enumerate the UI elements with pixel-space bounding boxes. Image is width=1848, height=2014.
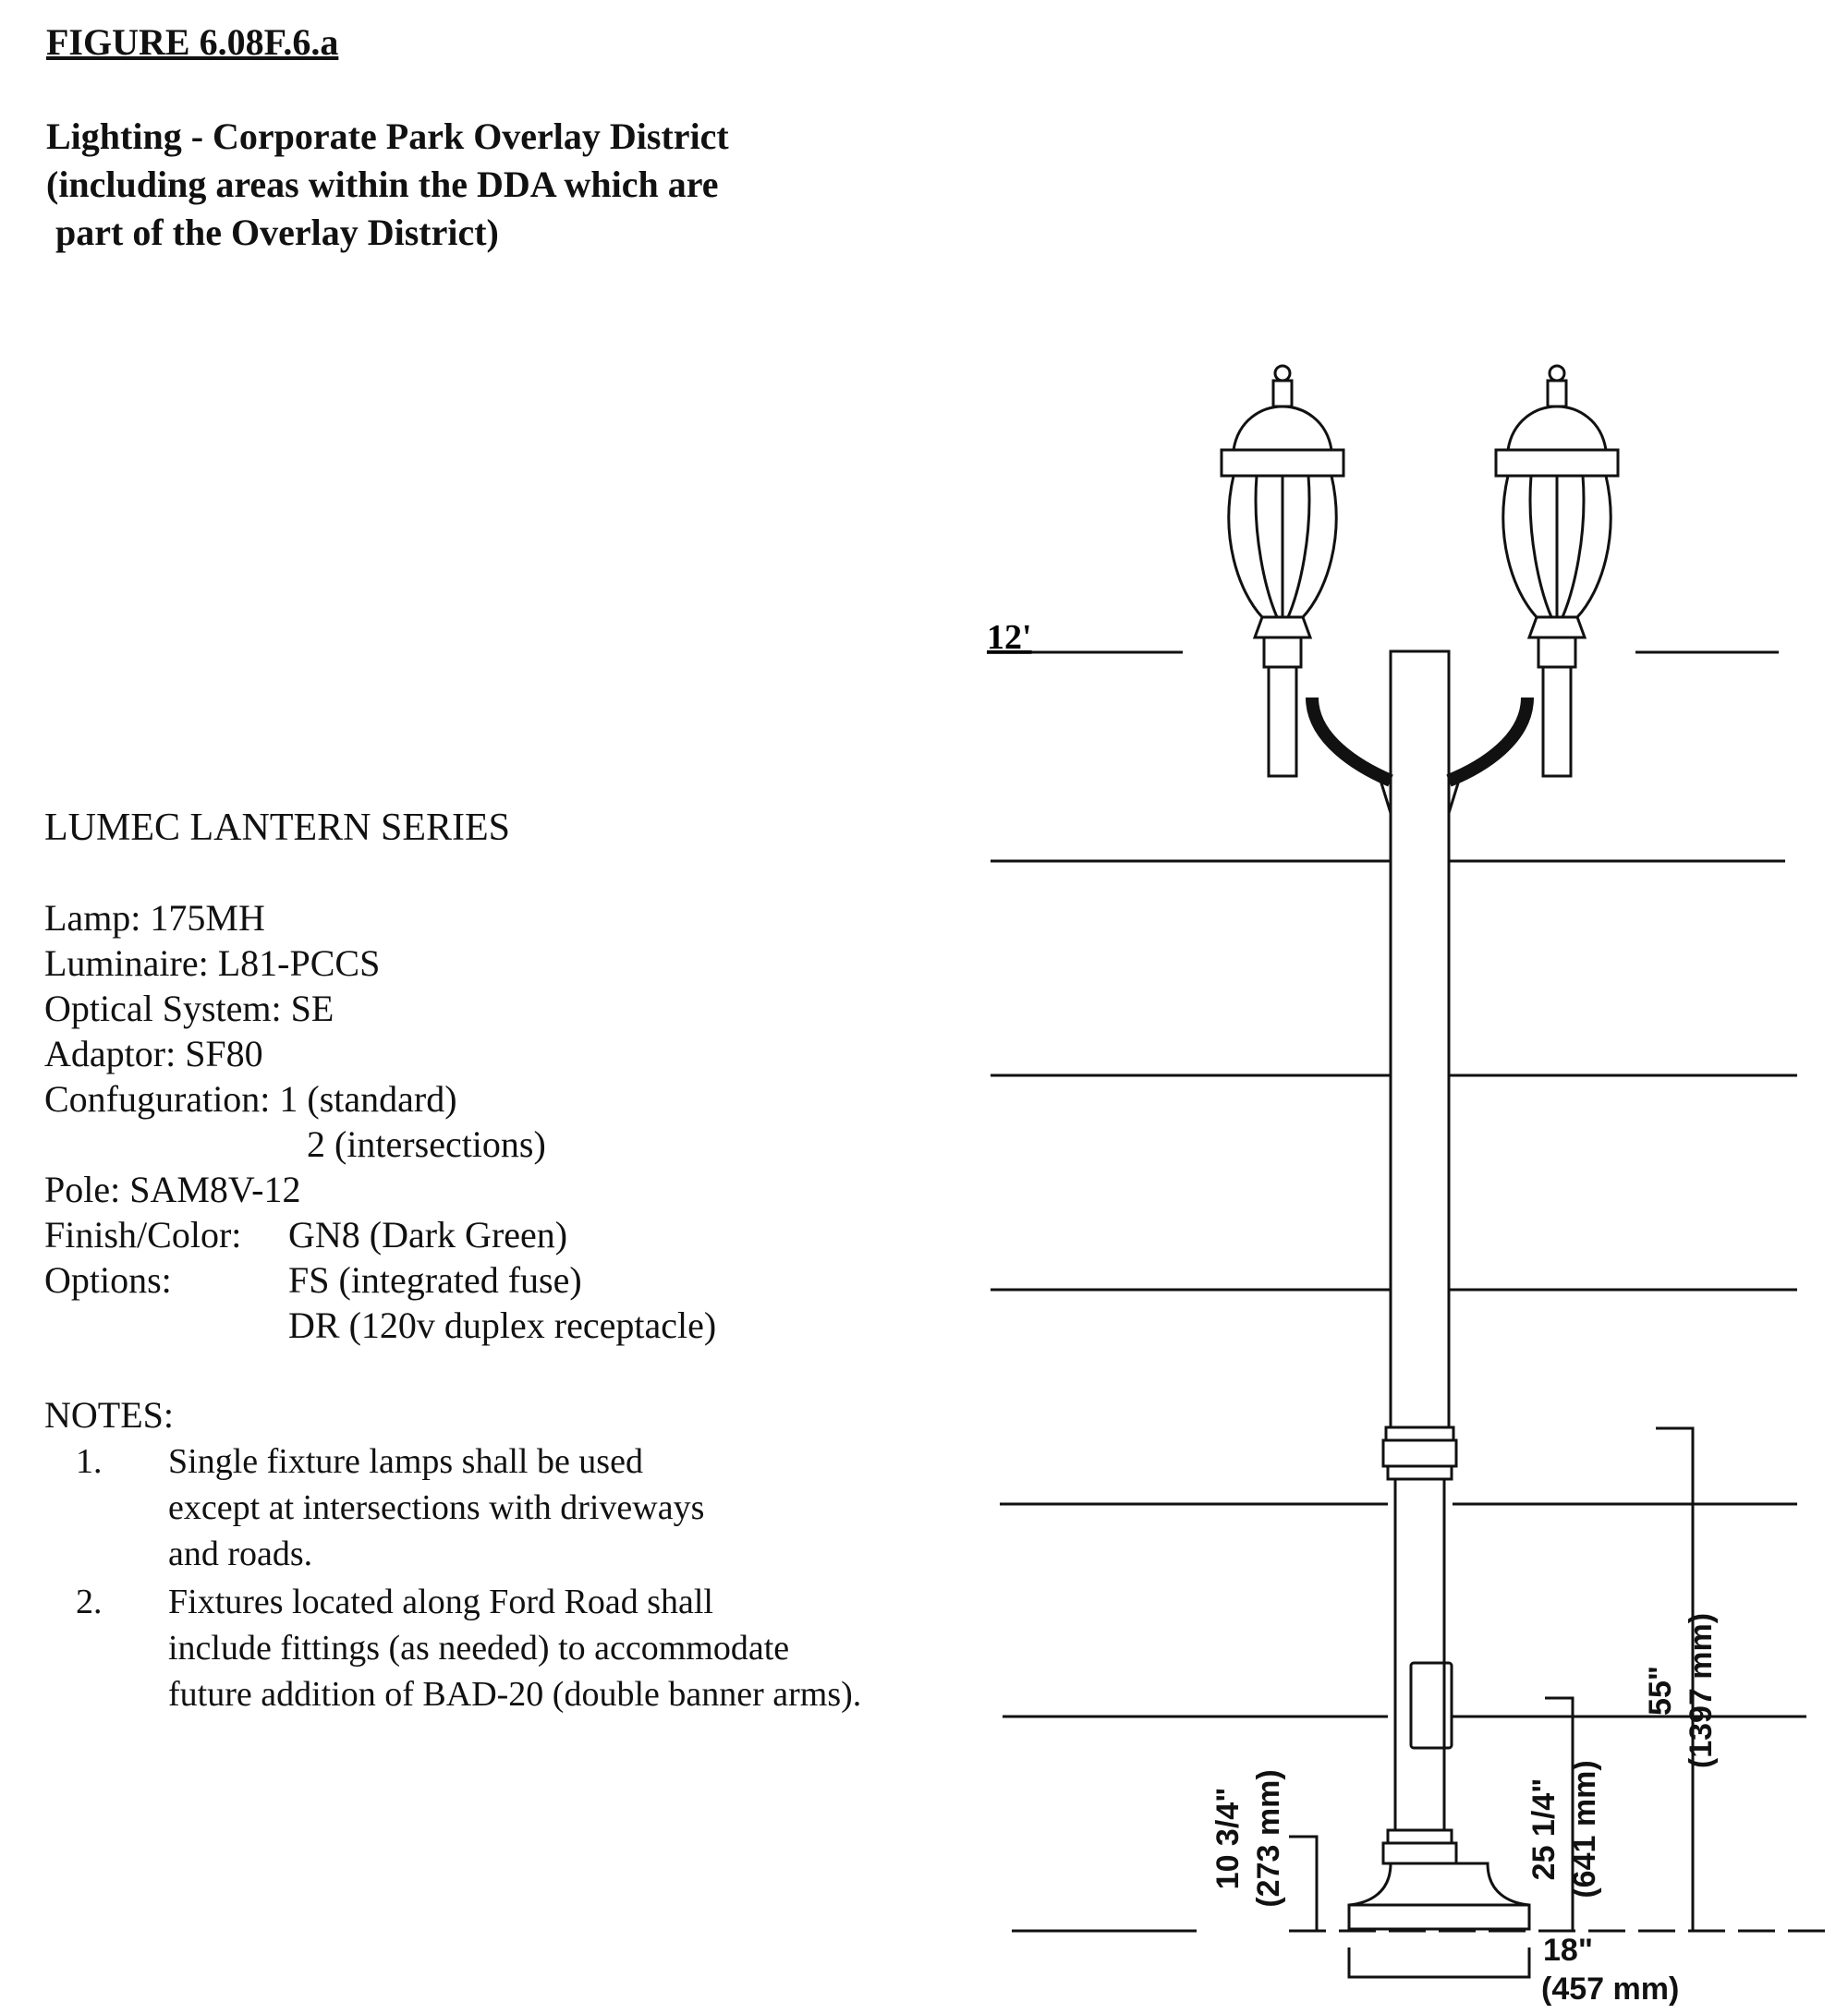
dim-width-imperial: 18" xyxy=(1543,1933,1593,1968)
right-lantern xyxy=(1496,366,1618,776)
lantern-band xyxy=(1496,450,1618,476)
lantern-rib xyxy=(1562,476,1584,617)
spec-label: Finish/Color: xyxy=(44,1214,242,1256)
series-heading: LUMEC LANTERN SERIES xyxy=(44,807,510,849)
lantern-band xyxy=(1222,450,1343,476)
lantern-finial-ball xyxy=(1550,366,1564,381)
pole-shaft xyxy=(1391,651,1449,1427)
spec-label: Lamp: xyxy=(44,897,141,939)
spec-label: Pole: xyxy=(44,1169,121,1210)
spec-value: SF80 xyxy=(185,1033,263,1074)
spec-value: L81-PCCS xyxy=(217,942,381,984)
spec-value: GN8 (Dark Green) xyxy=(288,1214,568,1256)
pole-collar xyxy=(1383,1440,1456,1466)
title-line-1: Lighting - Corporate Park Overlay District xyxy=(46,115,729,157)
dim-door-imperial: 25 1/4" xyxy=(1526,1777,1562,1881)
note-number: 1. xyxy=(76,1442,103,1481)
dim-lower-metric: (1397 mm) xyxy=(1684,1612,1719,1769)
dim-door-metric: (641 mm) xyxy=(1567,1760,1602,1899)
spec-value: 175MH xyxy=(150,897,265,939)
note-number: 2. xyxy=(76,1583,103,1621)
note-line: and roads. xyxy=(168,1535,313,1573)
spec-value: 2 (intersections) xyxy=(307,1123,546,1165)
spec-label: Options: xyxy=(44,1259,172,1301)
note-line: Fixtures located along Ford Road shall xyxy=(168,1583,713,1621)
spec-value: SAM8V-12 xyxy=(129,1169,301,1210)
dim-base-imperial: 10 3/4" xyxy=(1210,1787,1246,1890)
spec-value: SE xyxy=(290,988,334,1029)
note-line: except at intersections with driveways xyxy=(168,1488,705,1527)
lantern-collar xyxy=(1529,617,1585,637)
title-line-2: (including areas within the DDA which are xyxy=(46,164,719,205)
dim-width-metric: (457 mm) xyxy=(1541,1972,1680,2007)
dim-bracket-base xyxy=(1289,1837,1317,1931)
notes-heading: NOTES: xyxy=(44,1394,174,1436)
lantern-stem xyxy=(1543,667,1571,776)
dim-base-metric: (273 mm) xyxy=(1251,1769,1286,1908)
right-arm xyxy=(1449,698,1527,781)
pole-collar xyxy=(1388,1466,1452,1479)
dim-bracket-width xyxy=(1349,1947,1529,1977)
lantern-cap xyxy=(1234,406,1331,450)
spec-label: Optical System: xyxy=(44,988,282,1029)
lantern-rib xyxy=(1288,476,1309,617)
base-collar xyxy=(1383,1843,1456,1863)
spec-label: Adaptor: xyxy=(44,1033,176,1074)
title-line-3: part of the Overlay District) xyxy=(46,212,499,253)
lantern-rib xyxy=(1530,476,1551,617)
left-arm xyxy=(1312,698,1391,781)
lantern-finial xyxy=(1273,381,1292,406)
lantern-finial xyxy=(1548,381,1566,406)
note-line: Single fixture lamps shall be used xyxy=(168,1442,643,1481)
spec-value: 1 (standard) xyxy=(279,1078,457,1120)
lantern-finial-ball xyxy=(1275,366,1290,381)
lantern-collar xyxy=(1255,617,1310,637)
note-line: include fittings (as needed) to accommodate xyxy=(168,1629,790,1668)
lantern-neck xyxy=(1538,637,1575,667)
pole-lower xyxy=(1395,1479,1444,1830)
height-label: 12' xyxy=(987,618,1032,657)
lantern-rib xyxy=(1256,476,1277,617)
spec-label: Confuguration: xyxy=(44,1078,271,1120)
base-collar xyxy=(1388,1830,1452,1843)
spec-value: DR (120v duplex receptacle) xyxy=(288,1304,717,1346)
lantern-stem xyxy=(1269,667,1296,776)
left-lantern xyxy=(1222,366,1343,776)
spec-value: FS (integrated fuse) xyxy=(288,1259,582,1301)
pole-base xyxy=(1349,1863,1529,1929)
lantern-neck xyxy=(1264,637,1301,667)
note-line: future addition of BAD-20 (double banner arms). xyxy=(168,1675,862,1714)
pole-collar xyxy=(1386,1427,1453,1440)
figure-id: FIGURE 6.08F.6.a xyxy=(46,21,339,63)
spec-label: Luminaire: xyxy=(44,942,209,984)
dim-lower-imperial: 55" xyxy=(1643,1666,1678,1716)
lantern-cap xyxy=(1508,406,1606,450)
